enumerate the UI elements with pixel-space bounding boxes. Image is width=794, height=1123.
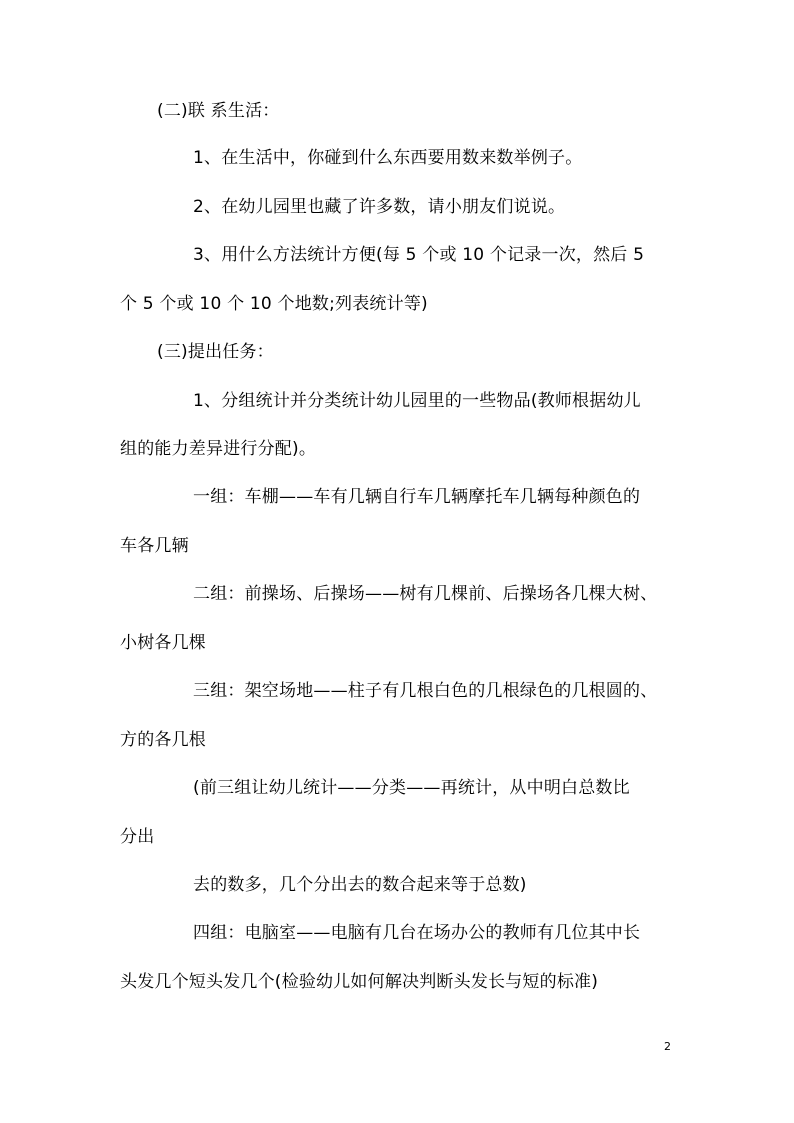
paragraph-line: 2、在幼儿园里也藏了许多数，请小朋友们说说。 [193, 197, 566, 217]
section-heading-contact-life: (二)联 系生活： [157, 101, 280, 121]
paragraph-line: 四组：电脑室——电脑有几台在场办公的教师有几位其中长 [193, 923, 641, 943]
paragraph-line: 一组：车棚——车有几辆自行车几辆摩托车几辆每种颜色的 [193, 487, 641, 507]
paragraph-line: 去的数多，几个分出去的数合起来等于总数) [193, 875, 527, 895]
paragraph-line: 3、用什么方法统计方便(每 5 个或 10 个记录一次，然后 5 [193, 245, 645, 265]
paragraph-line: 小树各几棵 [120, 633, 206, 653]
page-number: 2 [664, 1040, 671, 1053]
paragraph-line: (前三组让幼儿统计——分类——再统计，从中明白总数比 [193, 778, 630, 798]
section-heading-tasks: (三)提出任务： [157, 342, 274, 362]
paragraph-line: 二组：前操场、后操场——树有几棵前、后操场各几棵大树、 [193, 584, 658, 604]
paragraph-line: 1、在生活中，你碰到什么东西要用数来数举例子。 [193, 148, 583, 168]
paragraph-line: 方的各几根 [120, 730, 206, 750]
paragraph-line: 三组：架空场地——柱子有几根白色的几根绿色的几根圆的、 [193, 681, 658, 701]
paragraph-line: 组的能力差异进行分配)。 [120, 439, 317, 459]
paragraph-line: 1、分组统计并分类统计幼儿园里的一些物品(教师根据幼儿 [193, 391, 641, 411]
paragraph-line: 车各几辆 [120, 536, 189, 556]
paragraph-line: 分出 [120, 827, 155, 847]
paragraph-line: 头发几个短头发几个(检验幼儿如何解决判断头发长与短的标准) [120, 972, 599, 992]
paragraph-line: 个 5 个或 10 个 10 个地数;列表统计等) [120, 294, 428, 314]
